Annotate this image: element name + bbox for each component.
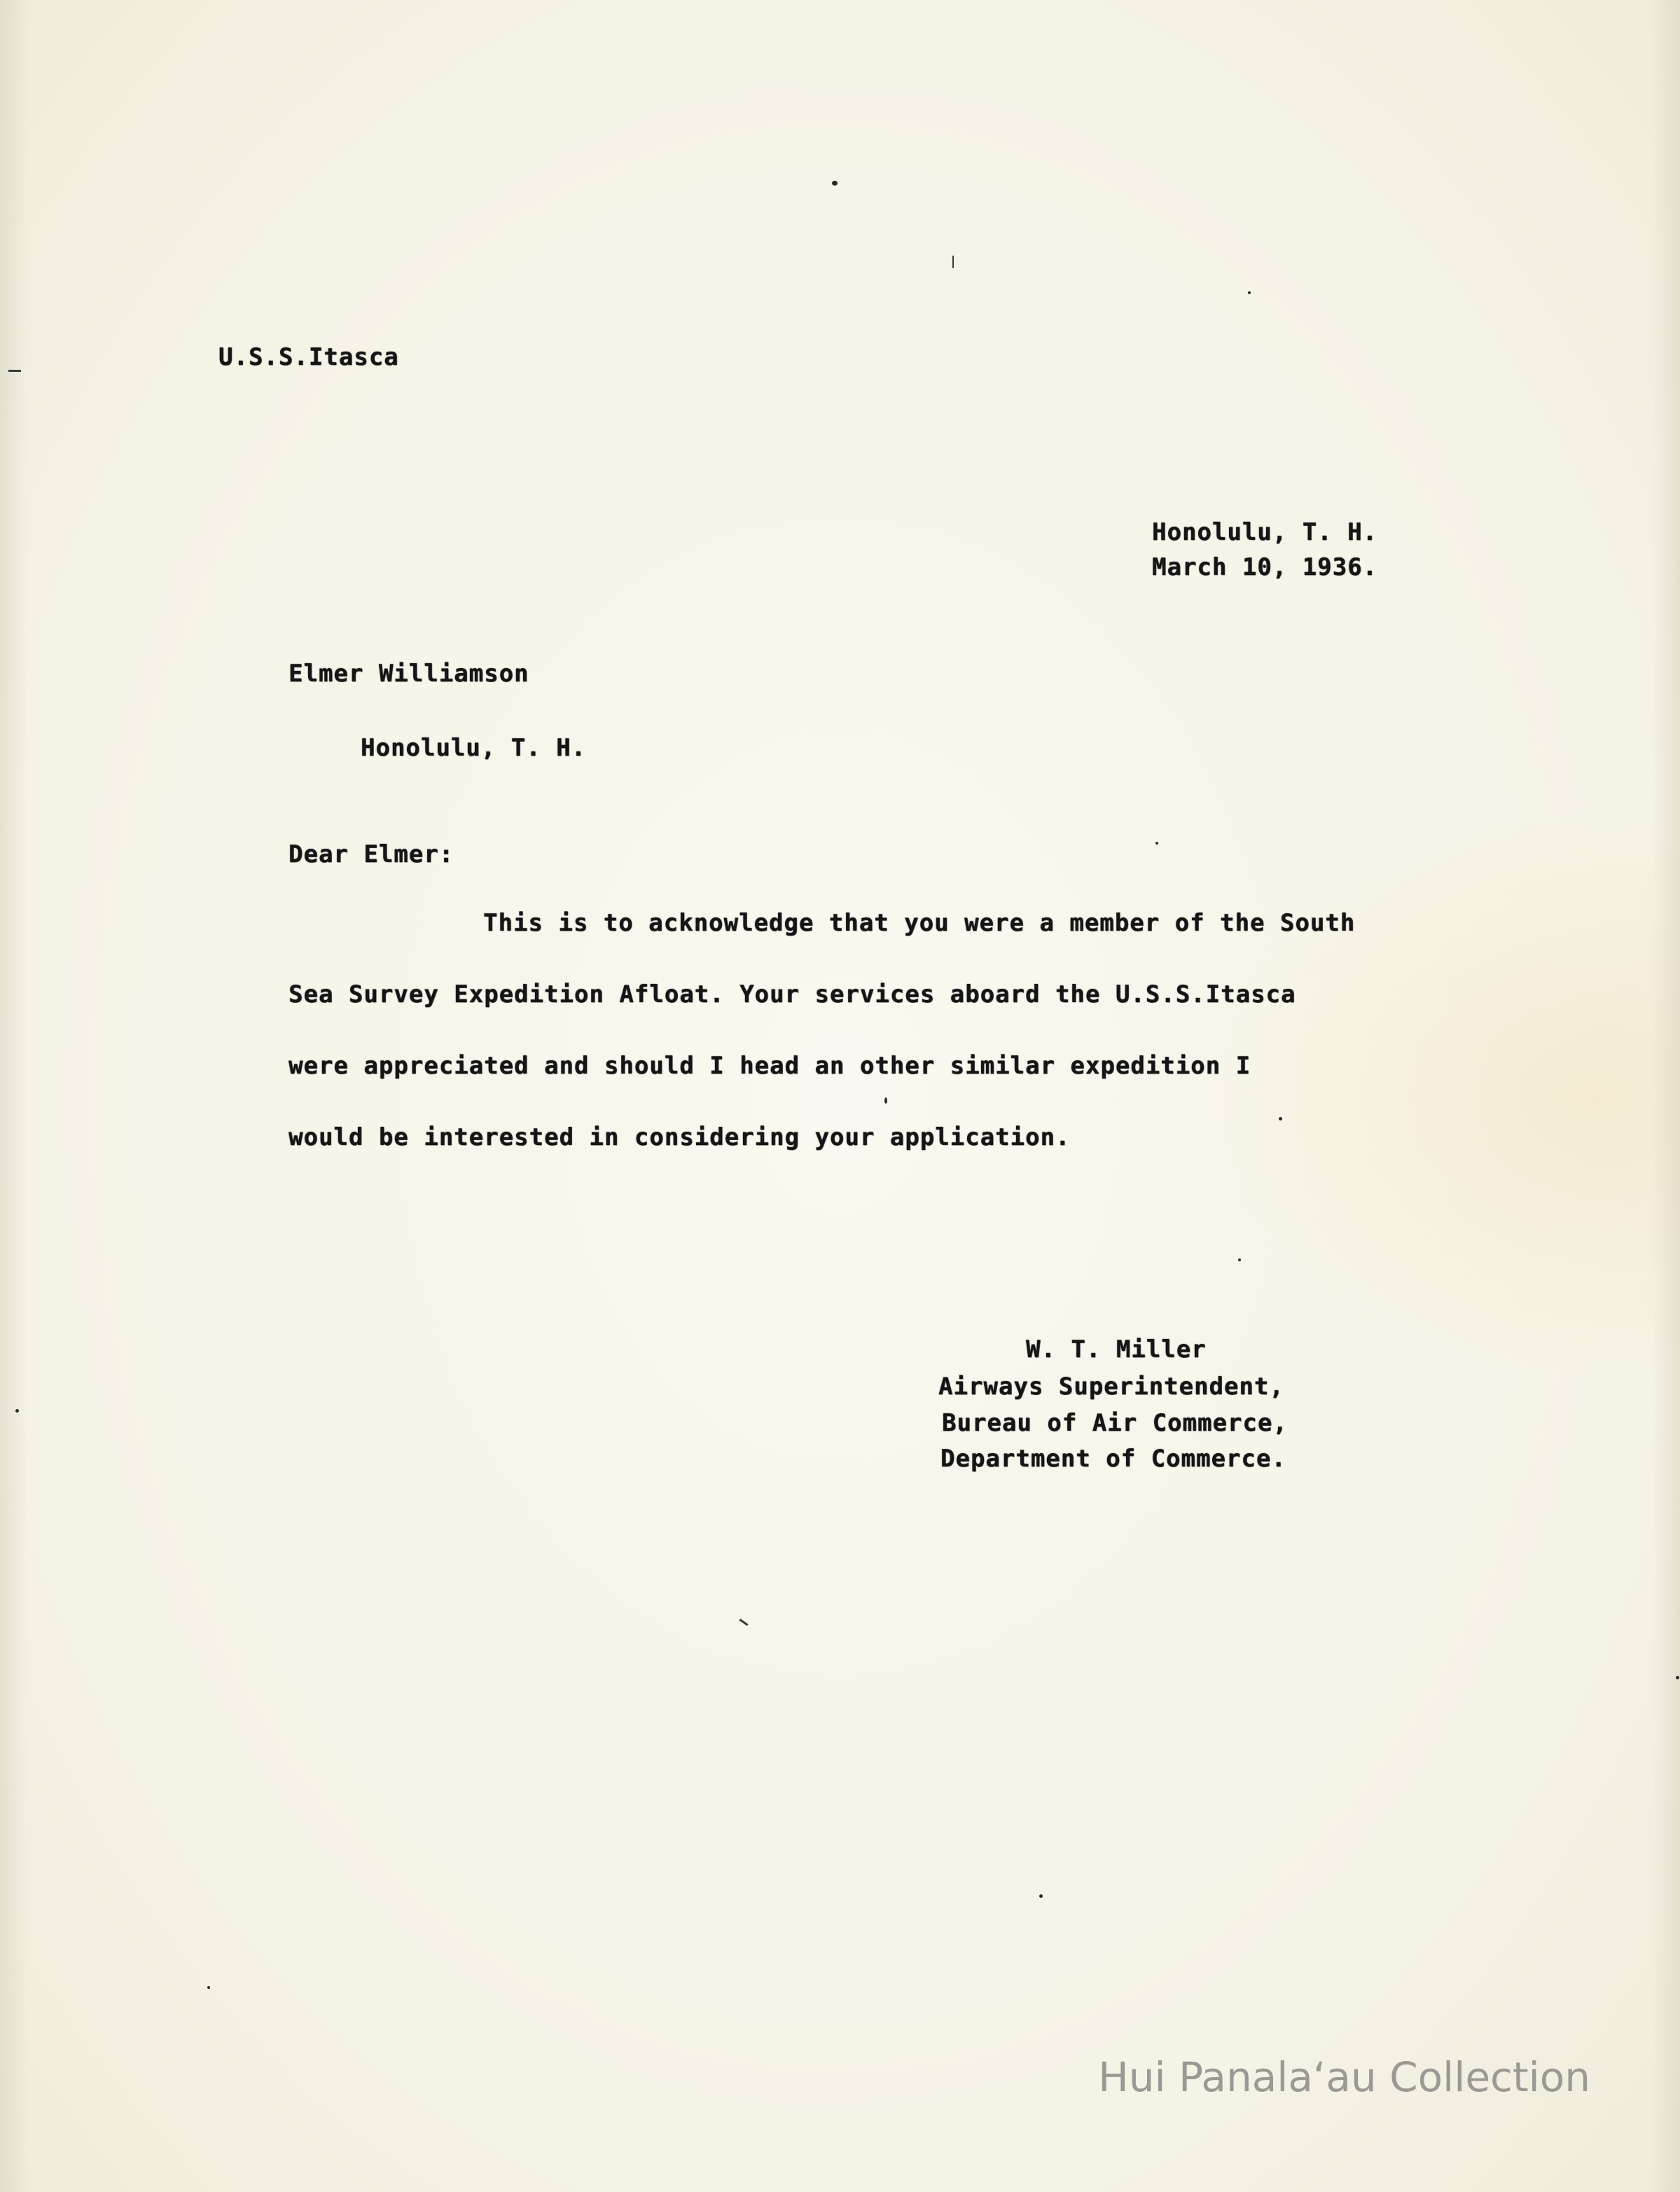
paper-speck xyxy=(1279,1117,1282,1121)
signatory-department: Department of Commerce. xyxy=(940,1445,1286,1473)
paper-speck xyxy=(207,1986,210,1989)
paper-speck xyxy=(1238,1258,1241,1261)
collection-watermark: Hui Panala‘au Collection xyxy=(1098,2053,1590,2101)
ship-header: U.S.S.Itasca xyxy=(218,343,399,371)
body-line: would be interested in considering your application. xyxy=(289,1123,1071,1151)
letter-place: Honolulu, T. H. xyxy=(1152,518,1378,546)
paper-speck xyxy=(15,1409,19,1413)
salutation: Dear Elmer: xyxy=(289,840,454,868)
body-line: were appreciated and should I head an other similar expedition I xyxy=(289,1052,1251,1080)
paper-speck xyxy=(1676,1676,1679,1679)
paper-mark xyxy=(952,256,954,268)
paper-mark xyxy=(739,1618,748,1625)
paper-mark xyxy=(8,370,21,372)
signatory-bureau: Bureau of Air Commerce, xyxy=(942,1409,1288,1437)
recipient-name: Elmer Williamson xyxy=(289,660,529,688)
left-edge-shading xyxy=(0,0,28,2192)
recipient-city: Honolulu, T. H. xyxy=(361,734,587,762)
paper-speck xyxy=(1039,1894,1043,1898)
body-line: Sea Survey Expedition Afloat. Your services aboard the U.S.S.Itasca xyxy=(289,980,1296,1008)
paper-speck xyxy=(1155,842,1158,845)
letter-date: March 10, 1936. xyxy=(1152,553,1378,581)
right-edge-shading xyxy=(1652,0,1680,2192)
body-line: This is to acknowledge that you were a member of the South xyxy=(483,909,1356,937)
signatory-title: Airways Superintendent, xyxy=(938,1373,1284,1401)
paper-speck xyxy=(1248,291,1251,294)
paper-speck xyxy=(884,1097,887,1104)
signatory-name: W. T. Miller xyxy=(1026,1336,1207,1364)
paper-speck xyxy=(832,181,838,186)
